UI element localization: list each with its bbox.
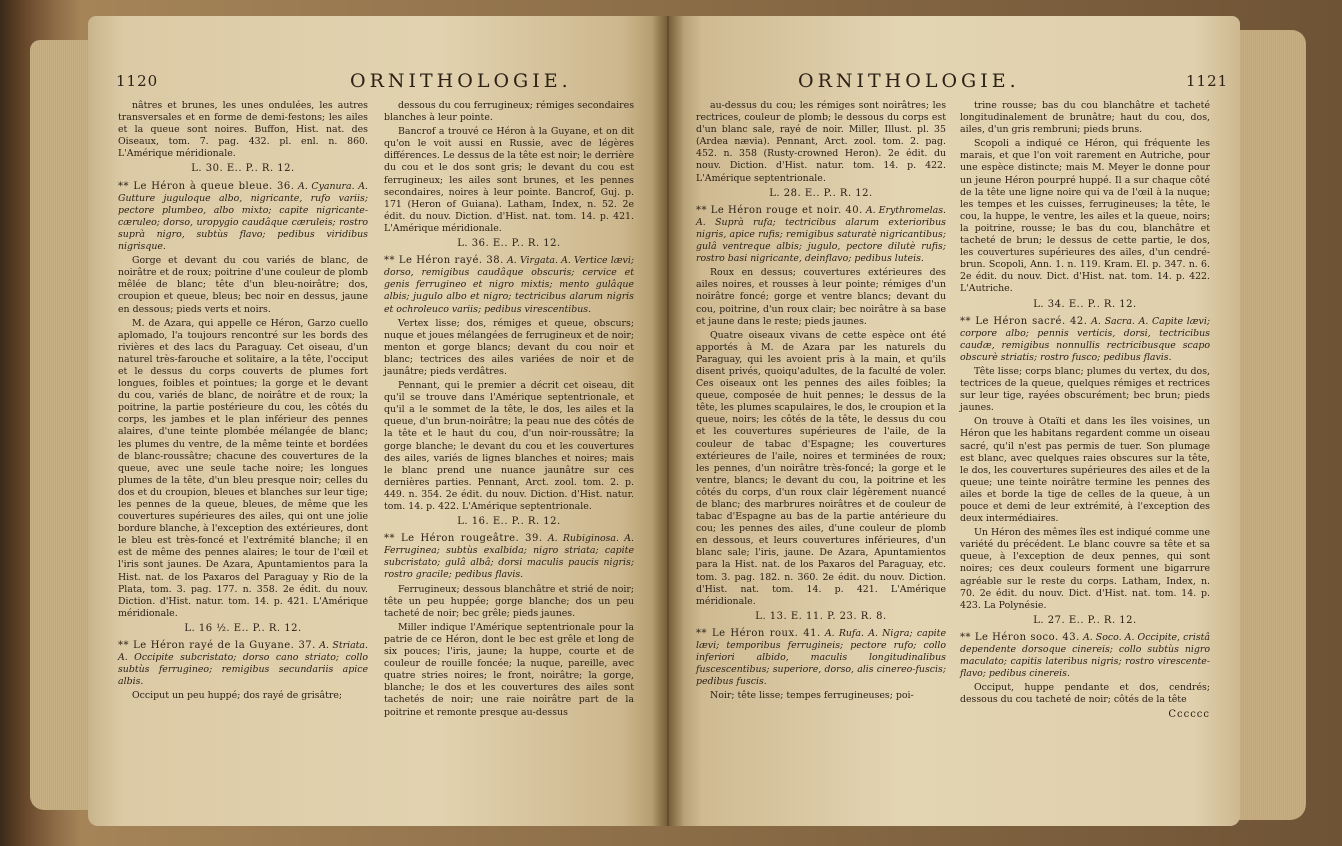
species-entry <box>384 255 634 315</box>
paragraph: Pennant, qui le premier a décrit cet oiseau, dit qu'il se trouve dans l'Amérique septentrionale, et qu'il a le sommet de la tête, le dos, les ailes et la queue, d'un brun-noirâtre; la peau nue des côtés de la tête et le haut du cou, d'un noir-roussâtre; la gorge blanche; le devant du cou et les couvertures des ailes, variés de lignes blanches et noires; mais le blanc prend une nuance jaunâtre sur ces dernières parties. Pennant, Arct. zool. tom. 2. p. 449. n. 354. 2e édit. du nouv. Diction. d'Hist. natur. tom. 14. p. 422. L'Amérique septentrionale. <box>384 380 634 512</box>
species-heading: ** Le Héron rouge et noir. 40. <box>696 205 863 216</box>
right-column-2 <box>960 100 1210 721</box>
paragraph: Bancrof a trouvé ce Héron à la Guyane, et on dit qu'on le voit aussi en Russie, avec de légères différences. Le dessus de la tête est noir; le derrière du cou et le dos sont gris; le devant du cou est ferrugineux; les ailes sont brunes, et les pennes secondaires, noires à leur pointe. Bancrof, Guj. p. 171 (Heron of Guiana). Latham, Index, n. 52. 2e édit. du nouv. Diction. d'Hist. nat. tom. 14. p. 421. L'Amérique méridionale. <box>384 126 634 234</box>
species-heading: ** Le Héron soco. 43. <box>960 632 1080 643</box>
paragraph: Roux en dessus; couvertures extérieures des ailes noires, et rousses à leur pointe; rémiges d'un noirâtre foncé; gorge et ventre blancs; devant du cou, poitrine, d'un roux clair; bec noirâtre à sa base et jaune dans le reste; pieds jaunes. <box>696 267 946 327</box>
latin-diagnosis: A. Virgata. A. Vertice lævi; dorso, remigibus caudâque obscuris; cervice et genis ferrugineo et nigro mixtis; mento gulâque albis; jugulo albo et nigro; tectricibus alarum nigris et ochroleuco variis; pedibus virescentibus. <box>384 255 634 315</box>
species-heading: ** Le Héron à queue bleue. 36. <box>118 181 294 192</box>
paragraph: au-dessus du cou; les rémiges sont noirâtres; les rectrices, couleur de plomb; le dessous du corps est d'un blanc sale, rayé de noir. Miller, Illust. pl. 35 (Ardea nævia). Pennant, Arct. zool. tom. 2. pag. 452. n. 358 (Rusty-crowned Heron). 2e édit. du nouv. Diction. d'Hist. natur. tom. 14. p. 422. L'Amérique septentrionale. <box>696 100 946 184</box>
left-column-2 <box>384 100 634 721</box>
left-running-head <box>88 72 668 98</box>
right-column-1 <box>696 100 946 705</box>
paragraph: M. de Azara, qui appelle ce Héron, Garzo cuello aplomado, l'a toujours rencontré sur les bords des rivières et des lacs du Paraguay. Cet oiseau, d'un naturel très-farouche et solitaire, a la tête, l'occiput et le dessus du corps couverts de plumes fort longues, foibles et pointues; la gorge et le devant du cou, variés de blanc, de noirâtre et de roux; la poitrine, la partie postérieure du cou, les côtés du corps, les jambes et le plan inférieur des pennes alaires, d'une teinte plombée mélangée de blanc; les plumes du ventre, de la même teinte et bordées de blanc-roussâtre; chacune des couvertures de la queue, avec une seule tache noire; les longues plumes de la tête, d'un bleu presque noir; celles du dos et du croupion, bleues et blanches sur leur tige; les pennes de la queue, bleues, de même que les couvertures supérieures des ailes, qui ont une jolie bordure blanche, à l'exception des extérieures, dont le bleu est très-foncé et l'extrémité blanche; il en est de même des pennes alaires; le tour de l'œil et l'iris sont jaunes. De Azara, Apuntamientos para la Hist. nat. de los Paxaros del Paraguay y Rio de la Plata, tom. 3. pag. 177. n. 358. 2e édit. du nouv. Diction. d'Hist. natur. tom. 14. p. 421. L'Amérique méridionale. <box>118 317 368 619</box>
species-entry <box>384 533 634 581</box>
paragraph: Ferrugineux; dessous blanchâtre et strié de noir; tête un peu huppée; gorge blanche; dos un peu tacheté de noir; bec grêle; pieds jaunes. <box>384 583 634 619</box>
paragraph: Un Héron des mêmes îles est indiqué comme une variété du précédent. Le blanc couvre sa tête et sa queue, à l'exception de deux pennes, qui sont noires; ces deux couleurs forment une bigarrure agréable sur le reste du corps. Latham, Index, n. 70. 2e édit. du nouv. Dict. d'Hist. nat. tom. 14. p. 423. La Polynésie. <box>960 527 1210 611</box>
measurement-line: L. 30. E.. P.. R. 12. <box>191 163 295 175</box>
species-entry <box>696 628 946 688</box>
species-entry <box>118 181 368 254</box>
species-heading: ** Le Héron roux. 41. <box>696 628 821 639</box>
paragraph: Occiput, huppe pendante et dos, cendrés; dessous du cou tacheté de noir; côtés de la tête <box>960 682 1210 706</box>
measurement-line: L. 34. E.. P.. R. 12. <box>1033 298 1137 310</box>
measurement-line: L. 28. E.. P.. R. 12. <box>769 187 873 199</box>
measurement-line: L. 27. E.. P.. R. 12. <box>1033 614 1137 626</box>
measurement-line: L. 36. E.. P.. R. 12. <box>457 238 561 250</box>
paragraph: Miller indique l'Amérique septentrionale pour la patrie de ce Héron, dont le bec est grêle et long de six pouces; l'iris, jaune; la huppe, courte et de couleur de rouille foncée; la nuque, pareille, avec quatre stries noires; le front, noirâtre; la gorge, blanche; le dos et les couvertures des ailes sont tachetés de noir; une raie noirâtre part de la poitrine et remonte presque au-dessus <box>384 621 634 718</box>
measurement-line: L. 16 ½. E.. P.. R. 12. <box>184 622 302 634</box>
paragraph: Noir; tête lisse; tempes ferrugineuses; poi- <box>710 690 914 702</box>
left-column-1 <box>118 100 368 705</box>
latin-diagnosis: A. Soco. A. Occipite, cristâ dependente dorsoque cinereis; collo subtùs nigro maculato; capitis lateribus nigris; rostro virescente-flavo; pedibus cinereis. <box>960 631 1211 680</box>
book-gutter <box>652 16 684 826</box>
paragraph: Occiput un peu huppé; dos rayé de grisâtre; <box>132 690 343 702</box>
right-head-title: ORNITHOLOGIE. <box>798 70 1020 92</box>
species-heading: ** Le Héron rayé de la Guyane. 37. <box>118 640 316 651</box>
paragraph: Vertex lisse; dos, rémiges et queue, obscurs; nuque et joues mélangées de ferrugineux et de noir; menton et gorge blancs; devant du cou noir et blanc; tectrices des ailes variées de noir et de jaunâtre; pieds verdâtres. <box>384 317 634 377</box>
species-heading: ** Le Héron rougeâtre. 39. <box>384 533 543 544</box>
species-entry <box>696 205 946 265</box>
species-heading: ** Le Héron rayé. 38. <box>384 255 504 266</box>
right-page-edges <box>1236 30 1306 820</box>
measurement-line: L. 13. E. 11. P. 23. R. 8. <box>755 610 887 622</box>
right-page <box>668 16 1240 826</box>
paragraph: On trouve à Otaïti et dans les îles voisines, un Héron que les habitans regardent comme un oiseau sacré, qu'il n'est pas permis de tuer. Son plumage est blanc, avec quelques raies obscures sur la tête, le dos, les couvertures supérieures des ailes et de la queue; une teinte noirâtre termine les pennes des ailes et borde la tige de celles de la queue, à un pouce et demi de leur extrémité, à l'exception des deux intermédiaires. <box>960 416 1210 525</box>
species-entry <box>960 632 1210 680</box>
latin-diagnosis: A. Rubiginosa. A. Ferruginea; subtùs exalbida; nigro striata; capite subcristato; gulâ albâ; dorsi maculis paucis nigris; rostro gracile; pedibus flavis. <box>384 533 635 581</box>
latin-diagnosis: A. Erythromelas. A. Suprà rufa; tectricibus alarum exterioribus nigris, apice rufis; remigibus saturatè nigricantibus; gulâ ventreque albis; jugulo, pectore dilutè rufis; rostro basi nigricante, deinflavo; pedibus luteis. <box>696 204 946 265</box>
latin-diagnosis: A. Sacra. A. Capite lævi; corpore albo; pennis verticis, dorsi, tectricibus caudæ, remigibus nonnullis rectricibusque scapo obscurè striatis; rostro fusco; pedibus flavis. <box>960 315 1211 363</box>
paragraph: Quatre oiseaux vivans de cette espèce ont été apportés à M. de Azara par les naturels du Paraguay, qui les avoient pris à la main, et qu'ils disent privés, quoiqu'adultes, de la faculté de voler. Ces oiseaux ont les pennes des ailes foibles; la queue, composée de huit pennes; le dessus de la tête, les plumes scapulaires, le dos, le croupion et la queue, noirs; les côtés de la tête, le dessus du cou et les couvertures supérieures de l'aile, de la couleur de tabac d'Espagne; les couvertures extérieures de l'aile, noires et terminées de roux; les pennes, d'un noirâtre très-foncé; la gorge et le ventre, blancs; le devant du cou, la poitrine et les côtés du corps, d'un roux clair légèrement nuancé de blanc; des marbrures noirâtres et de couleur de tabac d'Espagne au bas de la partie antérieure du cou; les pennes des ailes, d'une couleur de plomb en dessous, et leurs couvertures inférieures, d'un blanc sale; l'iris, jaune. De Azara, Apuntamientos para la Hist. nat. de los Paxaros del Paraguay, etc. tom. 3. pag. 182. n. 360. 2e édit. du nouv. Diction. d'Hist. nat. tom. 14. p. 421. L'Amérique méridionale. <box>696 329 946 607</box>
paragraph: Scopoli a indiqué ce Héron, qui fréquente les marais, et que l'on voit rarement en Autriche, pour une espèce distincte; mais M. Meyer le donne pour un jeune Héron pourpré huppé. Il a sur chaque côté de la tête une ligne noire qui va de l'œil à la nuque; les tempes et les cuisses, ferrugineuses; la tête, le cou, la huppe, le ventre, les ailes et la queue, noirs; la poitrine, rousse; le bas du cou, blanchâtre et tacheté de brun; le dessus de cette partie, le dos, les couvertures supérieures des ailes, d'un cendré-brun. Scopoli, Ann. 1. n. 119. Kram. El. p. 347. n. 6. 2e édit. du nouv. Dict. d'Hist. nat. tom. 14. p. 422. L'Autriche. <box>960 138 1210 295</box>
right-running-head <box>668 72 1240 98</box>
latin-diagnosis: A. Rufa. A. Nigra; capite lævi; temporibus ferrugineis; pectore rufo; collo inferiori albido, maculis longitudinalibus fuscescentibus; superiore, dorso, alis cinereo-fuscis; pedibus fuscis. <box>696 627 946 688</box>
species-entry <box>118 640 368 688</box>
measurement-line: L. 16. E.. P.. R. 12. <box>457 516 561 528</box>
left-page-edges <box>30 40 92 810</box>
left-head-title: ORNITHOLOGIE. <box>350 70 572 92</box>
species-heading: ** Le Héron sacré. 42. <box>960 316 1087 327</box>
species-entry <box>960 316 1210 364</box>
left-page <box>88 16 668 826</box>
signature-mark: Cccccc <box>1168 708 1210 720</box>
paragraph: Gorge et devant du cou variés de blanc, de noirâtre et de roux; poitrine d'une couleur de plomb mêlée de blanc; tête d'un bleu-noirâtre; dos, croupion et queue, bleus; bec noir en dessus, jaune en dessous; pieds verts et noirs. <box>118 255 368 315</box>
paragraph: trine rousse; bas du cou blanchâtre et tacheté longitudinalement de brunâtre; haut du cou, dos, ailes, d'un gris rembruni; pieds bruns. <box>960 100 1210 136</box>
left-folio: 1120 <box>116 72 159 90</box>
latin-diagnosis: A. Cyanura. A. Gutture juguloque albo, nigricante, rufo variis; pectore plumbeo, albo mixto; capite nigricante-cæruleo; dorso, uropygio caudâque cæruleis; rostro suprà nigro, subtùs flavo; pedibus viridibus nigrisque. <box>118 180 368 253</box>
right-folio: 1121 <box>1186 72 1229 90</box>
paragraph: Tête lisse; corps blanc; plumes du vertex, du dos, tectrices de la queue, quelques rémiges et rectrices sur leur tige, rayées obscurément; bec brun; pieds jaunes. <box>960 365 1210 414</box>
paragraph: dessous du cou ferrugineux; rémiges secondaires blanches à leur pointe. <box>384 100 634 124</box>
latin-diagnosis: A. Striata. A. Occipite subcristato; dorso cano striato; collo subtùs ferrugineo; remigibus secundariis apice albis. <box>118 640 369 688</box>
paragraph: nâtres et brunes, les unes ondulées, les autres transversales et en forme de demi-festons; les ailes et la queue sont noires. Buffon, Hist. nat. des Oiseaux, tom. 7. pag. 432. pl. enl. n. 860. L'Amérique méridionale. <box>118 100 368 160</box>
